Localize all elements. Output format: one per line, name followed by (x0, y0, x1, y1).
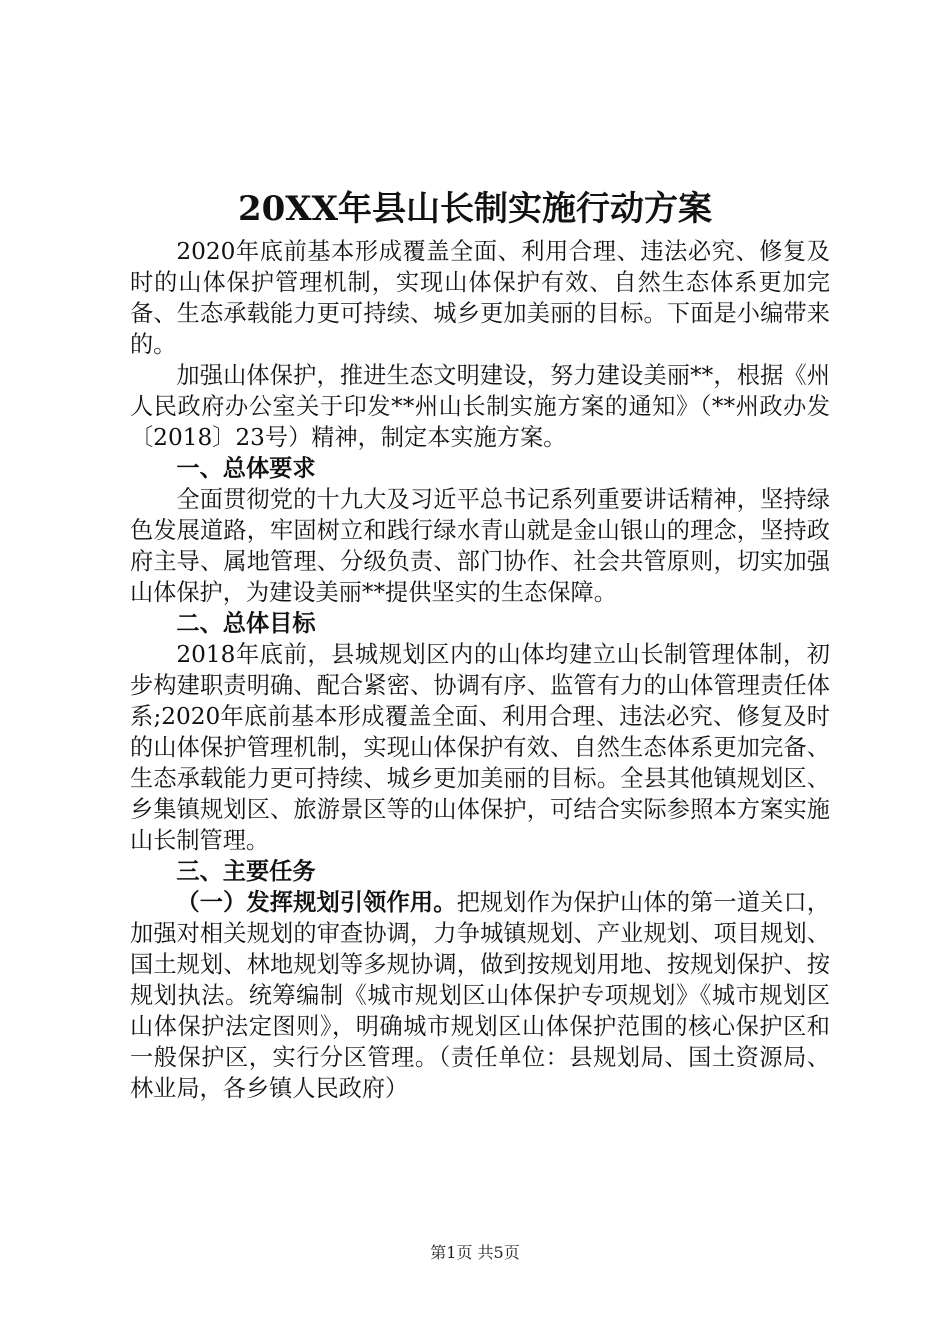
page-footer: 第1页 共5页 (430, 1243, 520, 1262)
section-2-paragraph: 2018年底前，县城规划区内的山体均建立山长制管理体制，初步构建职责明确、配合紧密、协调有序、监管有力的山体管理责任体系;2020年底前基本形成覆盖全面、利用合理、违法必究、修复及时的山体保护管理机制，实现山体保护有效、自然生态体系更加完备、生态承载能力更可持续、城乡更加美丽的目标。全县其他镇规划区、乡集镇规划区、旅游景区等的山体保护，可结合实际参照本方案实施山长制管理。 (130, 641, 830, 854)
section-2-heading: 二、总体目标 (176, 610, 316, 637)
task-1-body: 把规划作为保护山体的第一道关口，加强对相关规划的审查协调，力争城镇规划、产业规划、项目规划、国土规划、林地规划等多规协调，做到按规划用地、按规划保护、按规划执法。统筹编制《城市规划区山体保护专项规划》《城市规划区山体保护法定图则》，明确城市规划区山体保护范围的核心保护区和一般保护区，实行分区管理。（责任单位：县规划局、国土资源局、林业局，各乡镇人民政府） (130, 889, 830, 1102)
intro-paragraph-1: 2020年底前基本形成覆盖全面、利用合理、违法必究、修复及时的山体保护管理机制，实现山体保护有效、自然生态体系更加完备、生态承载能力更可持续、城乡更加美丽的目标。下面是小编带来的。 (130, 238, 830, 358)
section-1-paragraph: 全面贯彻党的十九大及习近平总书记系列重要讲话精神，坚持绿色发展道路，牢固树立和践行绿水青山就是金山银山的理念，坚持政府主导、属地管理、分级负责、部门协作、社会共管原则，切实加强山体保护，为建设美丽**提供坚实的生态保障。 (130, 486, 830, 606)
document-body (130, 236, 830, 1104)
section-3-heading: 三、主要任务 (176, 858, 316, 885)
task-1-heading: （一）发挥规划引领作用。 (176, 889, 457, 916)
section-1-heading: 一、总体要求 (176, 455, 316, 482)
document-title: 20XX年县山长制实施行动方案 (237, 189, 713, 229)
task-1-paragraph (130, 887, 830, 1104)
intro-paragraph-2: 加强山体保护，推进生态文明建设，努力建设美丽**，根据《州人民政府办公室关于印发**州山长制实施方案的通知》（**州政办发〔2018〕23号）精神，制定本实施方案。 (130, 362, 830, 451)
